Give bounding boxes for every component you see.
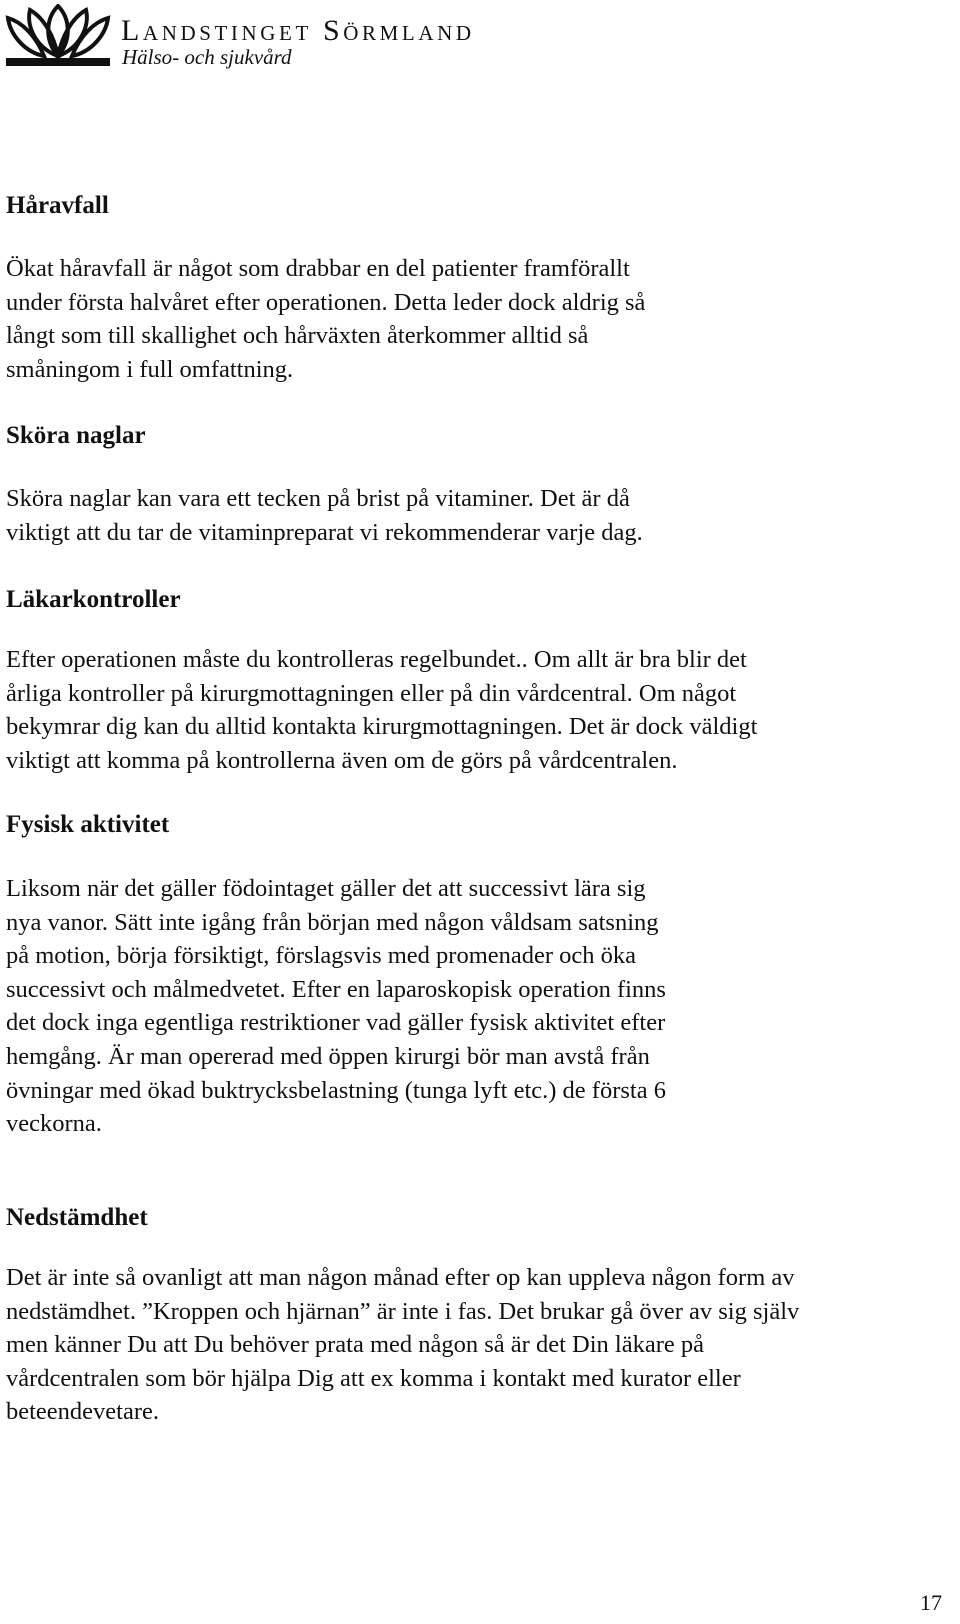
text-line: under första halvåret efter operationen. Detta leder dock aldrig så <box>6 288 646 316</box>
section-text-haravfall <box>6 252 954 386</box>
text-line: Liksom när det gäller födointaget gäller det att successivt lära sig <box>6 875 646 902</box>
text-line: veckorna. <box>6 1110 102 1138</box>
text-line: det dock inga egentliga restriktioner vad gäller fysisk aktivitet efter <box>6 1009 666 1037</box>
text-line: nya vanor. Sätt inte igång från början med någon våldsam satsning <box>6 908 659 936</box>
organization-name: Landstinget Sörmland <box>121 14 475 47</box>
text-line: på motion, börja försiktigt, förslagsvis med promenader och öka <box>6 942 637 970</box>
text-line: Efter operationen måste du kontrolleras regelbundet.. Om allt är bra blir det <box>6 646 747 673</box>
section-text-fysisk-aktivitet <box>6 872 954 1141</box>
section-heading-haravfall: Håravfall <box>6 192 109 219</box>
document-header <box>0 0 600 80</box>
section-text-skora-naglar <box>6 482 954 549</box>
text-line: men känner Du att Du behöver prata med någon så är det Din läkare på <box>6 1331 704 1359</box>
text-line: bekymrar dig kan du alltid kontakta kirurgmottagningen. Det är dock väldigt <box>6 713 758 741</box>
text-line: Sköra naglar kan vara ett tecken på brist på vitaminer. Det är då <box>6 485 630 512</box>
text-line: viktigt att du tar de vitaminpreparat vi rekommenderar varje dag. <box>6 518 643 546</box>
text-line: Ökat håravfall är något som drabbar en del patienter framförallt <box>6 255 630 282</box>
text-line: viktigt att komma på kontrollerna även om de görs på vårdcentralen. <box>6 746 678 774</box>
text-line: hemgång. Är man opererad med öppen kirurgi bör man avstå från <box>6 1042 650 1070</box>
text-line: övningar med ökad buktrycksbelastning (tunga lyft etc.) de första 6 <box>6 1076 666 1104</box>
crown-lotus-logo-icon <box>4 4 112 68</box>
organization-subtitle: Hälso- och sjukvård <box>122 45 292 69</box>
section-text-lakarkontroller <box>6 643 954 777</box>
text-line: successivt och målmedvetet. Efter en laparoskopisk operation finns <box>6 975 666 1003</box>
section-heading-lakarkontroller: Läkarkontroller <box>6 586 181 613</box>
section-heading-skora-naglar: Sköra naglar <box>6 422 146 449</box>
text-line: Det är inte så ovanligt att man någon månad efter op kan uppleva någon form av <box>6 1264 795 1291</box>
page-number: 17 <box>920 1590 942 1615</box>
text-line: årliga kontroller på kirurgmottagningen eller på din vårdcentral. Om något <box>6 679 737 707</box>
text-line: långt som till skallighet och hårväxten återkommer alltid så <box>6 322 589 350</box>
section-heading-fysisk-aktivitet: Fysisk aktivitet <box>6 811 170 838</box>
section-text-nedstamdhet <box>6 1261 954 1429</box>
text-line: vårdcentralen som bör hjälpa Dig att ex komma i kontakt med kurator eller <box>6 1364 741 1392</box>
text-line: nedstämdhet. ”Kroppen och hjärnan” är inte i fas. Det brukar gå över av sig själv <box>6 1297 800 1325</box>
text-line: småningom i full omfattning. <box>6 355 294 383</box>
text-line: beteendevetare. <box>6 1398 160 1426</box>
section-heading-nedstamdhet: Nedstämdhet <box>6 1204 148 1231</box>
